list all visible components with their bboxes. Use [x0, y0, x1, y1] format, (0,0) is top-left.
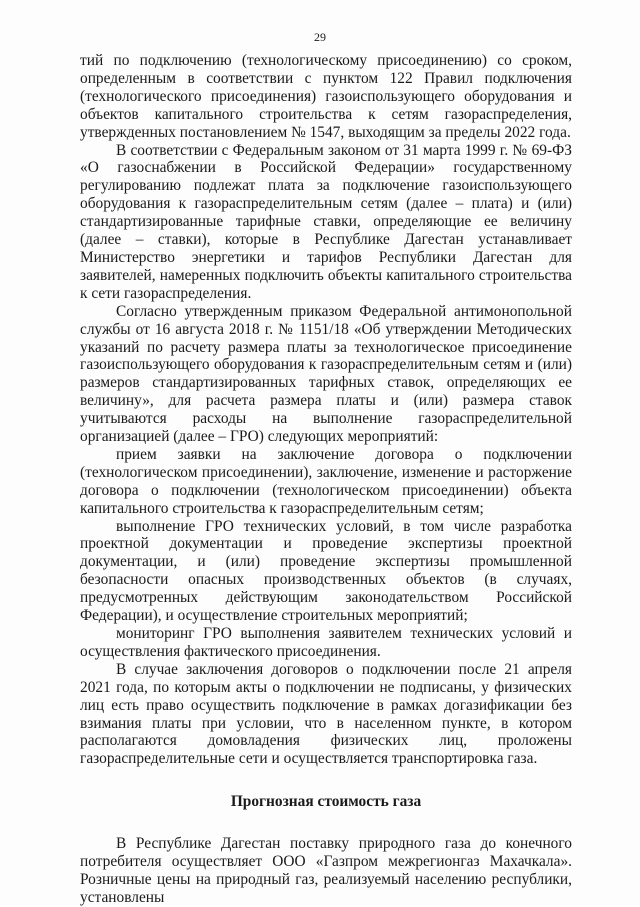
- page-body: [80, 52, 572, 907]
- page-number: 29: [314, 30, 326, 44]
- paragraph-additional-gasification: В случае заключения договоров о подключении после 21 апреля 2021 года, по которым акты о подключении не подписаны, у физических лиц есть право осуществить подключение в рамках догазификации без взимания платы при условии, что в населенном пункте, в котором располагаются домовладения физических лиц, проложены газораспределительные сети и осуществляется транспортировка газа.: [80, 660, 572, 768]
- list-item-application: прием заявки на заключение договора о подключении (технологическом присоединении), заключение, изменение и расторжение договора о подключении (технологическом присоединении) объекта капитального строительства к газораспределительным сетям;: [80, 445, 572, 517]
- paragraph-gas-supply-law: В соответствии с Федеральным законом от 31 марта 1999 г. № 69-ФЗ «О газоснабжении в Российской Федерации» государственному регулированию подлежат плата за подключение газоиспользующего оборудования к газораспределительным сетям (далее – плата) и (или) стандартизированные тарифные ставки, определяющие ее величину (далее – ставки), которые в Республике Дагестан устанавливает Министерство энергетики и тарифов Республики Дагестан для заявителей, намеренных подключить объекты капитального строительства к сети газораспределения.: [80, 141, 572, 302]
- paragraph-fas-order: Согласно утвержденным приказом Федеральной антимонопольной службы от 16 августа 2018 г. № 1151/18 «Об утверждении Методических указаний по расчету размера платы за технологическое присоединение газоиспользующего оборудования к газораспределительным сетям и (или) размеров стандартизированных тарифных ставок, определяющих ее величину», для расчета размера платы и (или) размера ставок учитываются расходы на выполнение газораспределительной организацией (далее – ГРО) следующих мероприятий:: [80, 302, 572, 446]
- paragraph-continuation: тий по подключению (технологическому присоединению) со сроком, определенным в соответствии с пунктом 122 Правил подключения (технологического присоединения) газоиспользующего оборудования и объектов капитального строительства к сетям газораспределения, утвержденных постановлением № 1547, выходящим за пределы 2022 года.: [80, 52, 572, 141]
- list-item-technical-conditions: выполнение ГРО технических условий, в том числе разработка проектной документации и проведение экспертизы проектной документации, и (или) проведение экспертизы промышленной безопасности опасных производственных объектов (в случаях, предусмотренных действующим законодательством Российской Федерации), и осуществление строительных мероприятий;: [80, 517, 572, 625]
- list-item-monitoring: мониторинг ГРО выполнения заявителем технических условий и осуществления фактического присоединения.: [80, 625, 572, 660]
- section-heading: Прогнозная стоимость газа: [230, 793, 422, 811]
- paragraph-gas-supplier: В Республике Дагестан поставку природного газа до конечного потребителя осуществляет ООО «Газпром межрегионгаз Махачкала». Розничные цены на природный газ, реализуемый населению республики, установлены: [80, 835, 572, 906]
